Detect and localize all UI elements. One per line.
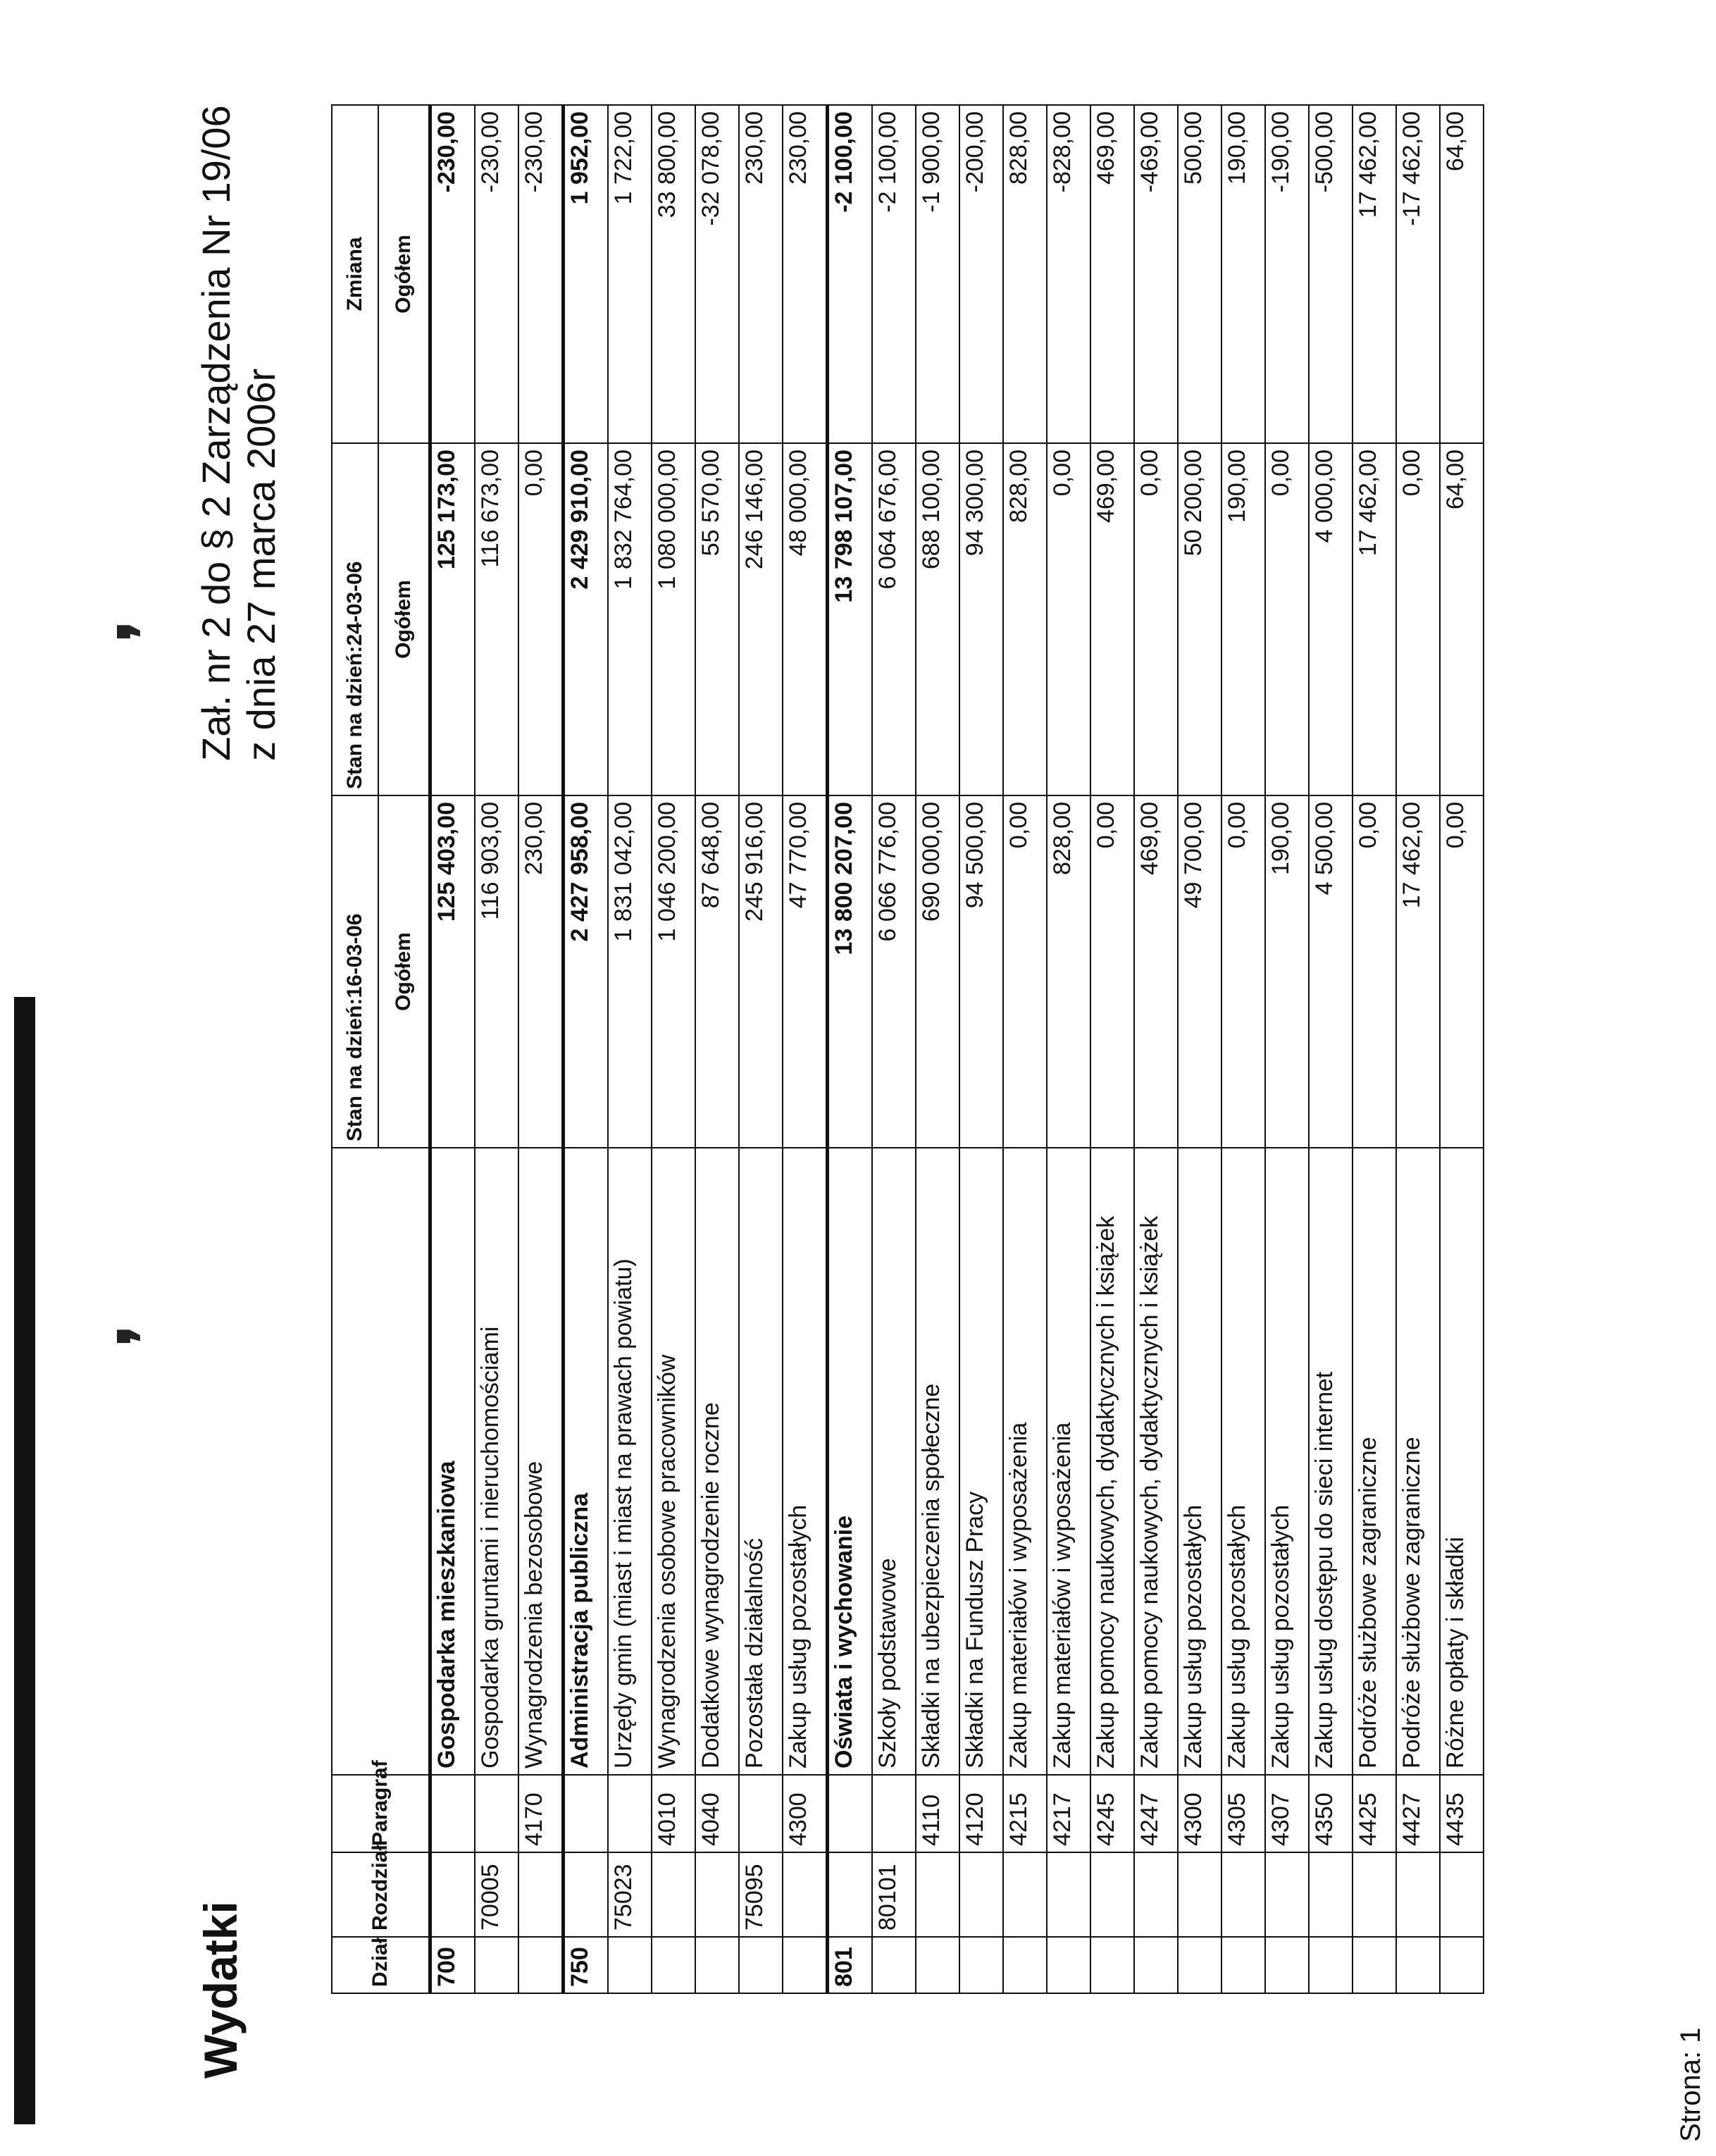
header-paragraf: Paragraf: [332, 1775, 430, 1852]
cell-paragraf: 4350: [1309, 1775, 1353, 1852]
attachment-line-2: z dnia 27 marca 2006r: [239, 368, 283, 761]
cell-zmiana: -17 462,00: [1396, 105, 1440, 443]
cell-dzial: 700: [430, 1937, 475, 1993]
cell-dzial: 750: [564, 1937, 609, 1993]
cell-dzial: [1090, 1937, 1134, 1993]
cell-stan-1: 0,00: [1440, 795, 1484, 1148]
cell-rozdzial: [652, 1852, 695, 1937]
cell-zmiana: -828,00: [1047, 105, 1090, 443]
page-number-value: 1: [1675, 2027, 1706, 2043]
cell-stan-2: 0,00: [1134, 443, 1178, 795]
cell-name: Zakup usług pozostałych: [1265, 1148, 1309, 1775]
cell-dzial: [1134, 1937, 1178, 1993]
document-sheet: [0, 78, 1716, 2156]
cell-stan-1: 4 500,00: [1309, 795, 1353, 1148]
table-row: [739, 105, 783, 1993]
cell-name: Dodatkowe wynagrodzenie roczne: [695, 1148, 739, 1775]
cell-dzial: [739, 1937, 783, 1993]
cell-paragraf: 4427: [1396, 1775, 1440, 1852]
table-row: [695, 105, 739, 1993]
cell-rozdzial: [1440, 1852, 1484, 1937]
cell-zmiana: -190,00: [1265, 105, 1309, 443]
cell-rozdzial: [430, 1852, 475, 1937]
cell-stan-2: 116 673,00: [475, 443, 518, 795]
cell-paragraf: 4300: [1178, 1775, 1221, 1852]
cell-zmiana: 1 952,00: [564, 105, 609, 443]
header-ogolem-3: Ogółem: [378, 105, 430, 443]
cell-stan-2: 1 080 000,00: [652, 443, 695, 795]
cell-stan-2: 688 100,00: [916, 443, 959, 795]
cell-name: Gospodarka gruntami i nieruchomościami: [475, 1148, 518, 1775]
header-stan-2: Stan na dzień:24-03-06: [332, 443, 378, 795]
table-row: [564, 105, 609, 1993]
cell-paragraf: 4215: [1003, 1775, 1047, 1852]
cell-stan-1: 87 648,00: [695, 795, 739, 1148]
cell-rozdzial: [916, 1852, 959, 1937]
cell-zmiana: -200,00: [959, 105, 1003, 443]
scan-edge-bar: [14, 997, 35, 2124]
cell-stan-1: 116 903,00: [475, 795, 518, 1148]
cell-name: Urzędy gmin (miast i miast na prawach powiatu): [608, 1148, 652, 1775]
cell-dzial: [518, 1937, 564, 1993]
cell-paragraf: 4305: [1221, 1775, 1265, 1852]
cell-stan-2: 828,00: [1003, 443, 1047, 795]
cell-rozdzial: [828, 1852, 873, 1937]
cell-zmiana: -230,00: [475, 105, 518, 443]
cell-zmiana: 64,00: [1440, 105, 1484, 443]
header-zmiana: Zmiana: [332, 105, 378, 443]
table-row: [430, 105, 475, 1993]
cell-stan-2: 50 200,00: [1178, 443, 1221, 795]
cell-paragraf: 4040: [695, 1775, 739, 1852]
cell-paragraf: [608, 1775, 652, 1852]
cell-stan-1: 469,00: [1134, 795, 1178, 1148]
cell-stan-1: 2 427 958,00: [564, 795, 609, 1148]
cell-zmiana: -2 100,00: [828, 105, 873, 443]
cell-stan-2: 190,00: [1221, 443, 1265, 795]
cell-stan-2: 64,00: [1440, 443, 1484, 795]
cell-dzial: 801: [828, 1937, 873, 1993]
cell-zmiana: -32 078,00: [695, 105, 739, 443]
cell-paragraf: 4170: [518, 1775, 564, 1852]
cell-dzial: [608, 1937, 652, 1993]
cell-dzial: [695, 1937, 739, 1993]
cell-stan-2: 6 064 676,00: [872, 443, 916, 795]
cell-paragraf: 4120: [959, 1775, 1003, 1852]
cell-zmiana: -2 100,00: [872, 105, 916, 443]
cell-name: Zakup pomocy naukowych, dydaktycznych i książek: [1134, 1148, 1178, 1775]
cell-zmiana: 190,00: [1221, 105, 1265, 443]
page-number: [1675, 2028, 1707, 2142]
cell-stan-2: 48 000,00: [783, 443, 828, 795]
cell-paragraf: [872, 1775, 916, 1852]
table-row: [1396, 105, 1440, 1993]
cell-stan-1: 17 462,00: [1396, 795, 1440, 1148]
page-label: Strona:: [1675, 2051, 1706, 2142]
cell-rozdzial: [1003, 1852, 1047, 1937]
cell-dzial: [959, 1937, 1003, 1993]
cell-zmiana: 1 722,00: [608, 105, 652, 443]
cell-zmiana: 230,00: [783, 105, 828, 443]
cell-paragraf: 4307: [1265, 1775, 1309, 1852]
cell-stan-1: 0,00: [1003, 795, 1047, 1148]
cell-stan-1: 49 700,00: [1178, 795, 1221, 1148]
cell-zmiana: -500,00: [1309, 105, 1353, 443]
cell-zmiana: 828,00: [1003, 105, 1047, 443]
cell-paragraf: 4217: [1047, 1775, 1090, 1852]
cell-dzial: [1047, 1937, 1090, 1993]
cell-name: Zakup usług pozostałych: [783, 1148, 828, 1775]
cell-zmiana: 17 462,00: [1353, 105, 1396, 443]
cell-stan-1: 1 831 042,00: [608, 795, 652, 1148]
table-row: [608, 105, 652, 1993]
cell-stan-2: 469,00: [1090, 443, 1134, 795]
cell-stan-2: 0,00: [1047, 443, 1090, 795]
cell-dzial: [1353, 1937, 1396, 1993]
cell-rozdzial: [695, 1852, 739, 1937]
cell-zmiana: -469,00: [1134, 105, 1178, 443]
header-name: [332, 1148, 430, 1775]
table-row: [872, 105, 916, 1993]
cell-zmiana: -1 900,00: [916, 105, 959, 443]
table-row: [518, 105, 564, 1993]
cell-dzial: [652, 1937, 695, 1993]
cell-rozdzial: [1047, 1852, 1090, 1937]
cell-stan-2: 2 429 910,00: [564, 443, 609, 795]
cell-dzial: [475, 1937, 518, 1993]
attachment-header: [194, 105, 284, 761]
cell-name: Składki na ubezpieczenia społeczne: [916, 1148, 959, 1775]
cell-dzial: [1178, 1937, 1221, 1993]
cell-dzial: [783, 1937, 828, 1993]
table-row: [1090, 105, 1134, 1993]
table-row: [828, 105, 873, 1993]
cell-paragraf: 4247: [1134, 1775, 1178, 1852]
cell-stan-2: 55 570,00: [695, 443, 739, 795]
cell-stan-1: 6 066 776,00: [872, 795, 916, 1148]
header-ogolem-1: Ogółem: [378, 795, 430, 1148]
cell-rozdzial: 75095: [739, 1852, 783, 1937]
cell-name: Składki na Fundusz Pracy: [959, 1148, 1003, 1775]
cell-stan-1: 47 770,00: [783, 795, 828, 1148]
cell-paragraf: 4300: [783, 1775, 828, 1852]
cell-zmiana: -230,00: [518, 105, 564, 443]
cell-name: Różne opłaty i składki: [1440, 1148, 1484, 1775]
cell-name: Zakup usług dostępu do sieci internet: [1309, 1148, 1353, 1775]
cell-paragraf: [564, 1775, 609, 1852]
cell-name: Zakup materiałów i wyposażenia: [1003, 1148, 1047, 1775]
cell-paragraf: 4245: [1090, 1775, 1134, 1852]
page-title: Wydatki: [194, 1901, 247, 2078]
expenses-table: [331, 104, 1484, 1994]
header-rozdzial: Rozdział: [332, 1852, 430, 1937]
cell-stan-2: 0,00: [1265, 443, 1309, 795]
cell-dzial: [1003, 1937, 1047, 1993]
cell-rozdzial: [1090, 1852, 1134, 1937]
cell-stan-1: 245 916,00: [739, 795, 783, 1148]
cell-stan-1: 828,00: [1047, 795, 1090, 1148]
ink-mark: ❜: [108, 1325, 178, 1346]
cell-stan-1: 190,00: [1265, 795, 1309, 1148]
cell-stan-1: 0,00: [1353, 795, 1396, 1148]
cell-name: Zakup usług pozostałych: [1221, 1148, 1265, 1775]
cell-rozdzial: [1134, 1852, 1178, 1937]
cell-rozdzial: [1265, 1852, 1309, 1937]
cell-name: Podróże służbowe zagraniczne: [1353, 1148, 1396, 1775]
cell-stan-2: 246 146,00: [739, 443, 783, 795]
cell-name: Zakup usług pozostałych: [1178, 1148, 1221, 1775]
table-row: [1178, 105, 1221, 1993]
table-row: [1265, 105, 1309, 1993]
cell-rozdzial: [564, 1852, 609, 1937]
cell-rozdzial: 75023: [608, 1852, 652, 1937]
cell-rozdzial: [518, 1852, 564, 1937]
cell-name: Pozostała działalność: [739, 1148, 783, 1775]
table-row: [783, 105, 828, 1993]
header-stan-1: Stan na dzień:16-03-06: [332, 795, 378, 1148]
cell-dzial: [916, 1937, 959, 1993]
cell-stan-1: 230,00: [518, 795, 564, 1148]
cell-paragraf: [430, 1775, 475, 1852]
cell-paragraf: 4110: [916, 1775, 959, 1852]
cell-stan-1: 94 500,00: [959, 795, 1003, 1148]
cell-stan-2: 94 300,00: [959, 443, 1003, 795]
cell-rozdzial: 70005: [475, 1852, 518, 1937]
cell-rozdzial: 80101: [872, 1852, 916, 1937]
cell-paragraf: [475, 1775, 518, 1852]
cell-zmiana: 33 800,00: [652, 105, 695, 443]
cell-stan-2: 4 000,00: [1309, 443, 1353, 795]
table-row: [959, 105, 1003, 1993]
table-row: [1353, 105, 1396, 1993]
cell-zmiana: 469,00: [1090, 105, 1134, 443]
table-row: [1440, 105, 1484, 1993]
cell-stan-2: 17 462,00: [1353, 443, 1396, 795]
cell-stan-1: 0,00: [1221, 795, 1265, 1148]
cell-dzial: [1265, 1937, 1309, 1993]
cell-name: Gospodarka mieszkaniowa: [430, 1148, 475, 1775]
header-ogolem-2: Ogółem: [378, 443, 430, 795]
cell-name: Wynagrodzenia osobowe pracowników: [652, 1148, 695, 1775]
cell-stan-2: 0,00: [518, 443, 564, 795]
cell-paragraf: [739, 1775, 783, 1852]
cell-rozdzial: [1178, 1852, 1221, 1937]
cell-rozdzial: [1309, 1852, 1353, 1937]
table-row: [1134, 105, 1178, 1993]
cell-name: Zakup pomocy naukowych, dydaktycznych i książek: [1090, 1148, 1134, 1775]
table-row: [1221, 105, 1265, 1993]
table-row: [475, 105, 518, 1993]
cell-stan-2: 0,00: [1396, 443, 1440, 795]
cell-paragraf: 4435: [1440, 1775, 1484, 1852]
cell-stan-1: 125 403,00: [430, 795, 475, 1148]
cell-stan-2: 13 798 107,00: [828, 443, 873, 795]
cell-dzial: [1396, 1937, 1440, 1993]
cell-paragraf: 4010: [652, 1775, 695, 1852]
cell-stan-1: 0,00: [1090, 795, 1134, 1148]
cell-dzial: [872, 1937, 916, 1993]
table-row: [1047, 105, 1090, 1993]
cell-zmiana: 230,00: [739, 105, 783, 443]
table-row: [916, 105, 959, 1993]
cell-stan-2: 125 173,00: [430, 443, 475, 795]
table-row: [1003, 105, 1047, 1993]
cell-name: Zakup materiałów i wyposażenia: [1047, 1148, 1090, 1775]
header-dzial: Dział: [332, 1937, 430, 1993]
cell-zmiana: -230,00: [430, 105, 475, 443]
cell-stan-1: 13 800 207,00: [828, 795, 873, 1148]
ink-mark: ❜: [108, 620, 178, 641]
cell-rozdzial: [1221, 1852, 1265, 1937]
cell-paragraf: [828, 1775, 873, 1852]
table-row: [652, 105, 695, 1993]
cell-dzial: [1221, 1937, 1265, 1993]
cell-rozdzial: [1396, 1852, 1440, 1937]
cell-zmiana: 500,00: [1178, 105, 1221, 443]
attachment-line-1: Zał. nr 2 do § 2 Zarządzenia Nr 19/06: [194, 105, 238, 761]
cell-paragraf: 4425: [1353, 1775, 1396, 1852]
cell-stan-1: 690 000,00: [916, 795, 959, 1148]
cell-dzial: [1440, 1937, 1484, 1993]
cell-name: Szkoły podstawowe: [872, 1148, 916, 1775]
cell-name: Administracja publiczna: [564, 1148, 609, 1775]
cell-rozdzial: [959, 1852, 1003, 1937]
cell-dzial: [1309, 1937, 1353, 1993]
cell-rozdzial: [783, 1852, 828, 1937]
table-row: [1309, 105, 1353, 1993]
cell-name: Podróże służbowe zagraniczne: [1396, 1148, 1440, 1775]
cell-name: Wynagrodzenia bezosobowe: [518, 1148, 564, 1775]
cell-stan-1: 1 046 200,00: [652, 795, 695, 1148]
cell-stan-2: 1 832 764,00: [608, 443, 652, 795]
cell-rozdzial: [1353, 1852, 1396, 1937]
cell-name: Oświata i wychowanie: [828, 1148, 873, 1775]
